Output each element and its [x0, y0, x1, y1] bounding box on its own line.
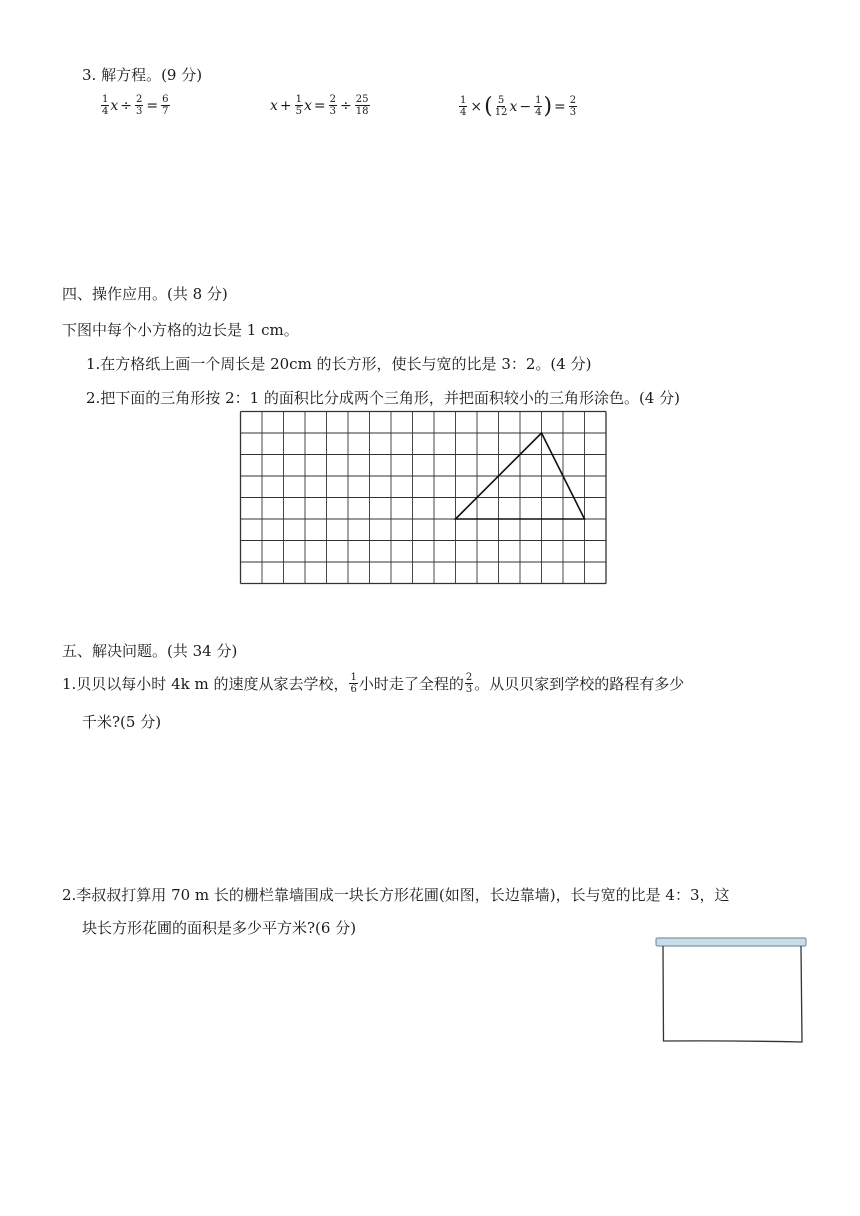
fraction: $\frac{5}{12}$ — [494, 95, 508, 118]
question-4-1: 1.在方格纸上画一个周长是 20cm 的长方形，使长与宽的比是 3：2。(4 分) — [86, 355, 592, 373]
fraction: $\frac{6}{7}$ — [162, 94, 169, 117]
problem-2-line-2: 块长方形花圃的面积是多少平方米?(6 分) — [82, 919, 357, 937]
fraction: $\frac{1}{4}$ — [460, 95, 467, 118]
garden-figure — [654, 936, 810, 1046]
equation-1: $\frac{1}{4}$ x ÷ $\frac{2}{3}$ = $\frac{6}{7}$ — [102, 94, 169, 117]
fraction: $\frac{1}{5}$ — [295, 94, 303, 117]
equation-3: $\frac{1}{4}$ × ( $\frac{5}{12}$ x − $\frac{1}{4}$ ) = $\frac{2}{3}$ — [460, 94, 577, 119]
question-4-2: 2.把下面的三角形按 2：1 的面积比分成两个三角形，并把面积较小的三角形涂色。(4 分) — [86, 389, 680, 407]
section4-heading: 四、操作应用。(共 8 分) — [62, 285, 228, 303]
fraction: $\frac{1}{4}$ — [102, 94, 109, 117]
wall — [656, 938, 806, 946]
grid-intro-text: 下图中每个小方格的边长是 1 cm。 — [62, 321, 299, 339]
fraction: $\frac{1}{4}$ — [535, 95, 542, 118]
problem-2-line-1: 2.李叔叔打算用 70 m 长的栅栏靠墙围成一块长方形花圃(如图，长边靠墙)，长与宽的比是 4：3，这 — [62, 886, 730, 904]
section3-heading: 3. 解方程。(9 分) — [82, 66, 203, 84]
fraction: $\frac{25}{18}$ — [355, 94, 369, 117]
fraction: $\frac{2}{3}$ — [569, 95, 577, 118]
fraction: $\frac{2}{3}$ — [136, 94, 143, 117]
section5-heading: 五、解决问题。(共 34 分) — [62, 642, 238, 660]
equation-2: x + $\frac{1}{5}$ x = $\frac{2}{3}$ ÷ $\frac{25}{18}$ — [270, 94, 369, 117]
problem-1-line-2: 千米?(5 分) — [82, 713, 162, 731]
square-grid[interactable] — [240, 411, 606, 585]
garden-rectangle — [663, 946, 802, 1042]
fraction: $\frac{1}{6}$ — [350, 672, 357, 695]
problem-1-line-1: 1.贝贝以每小时 4k m 的速度从家去学校， $\frac{1}{6}$ 小时走了全程的 $\frac{2}{3}$ 。从贝贝家到学校的路程有多少 — [62, 672, 685, 695]
fraction: $\frac{2}{3}$ — [465, 672, 473, 695]
fraction: $\frac{2}{3}$ — [329, 94, 337, 117]
